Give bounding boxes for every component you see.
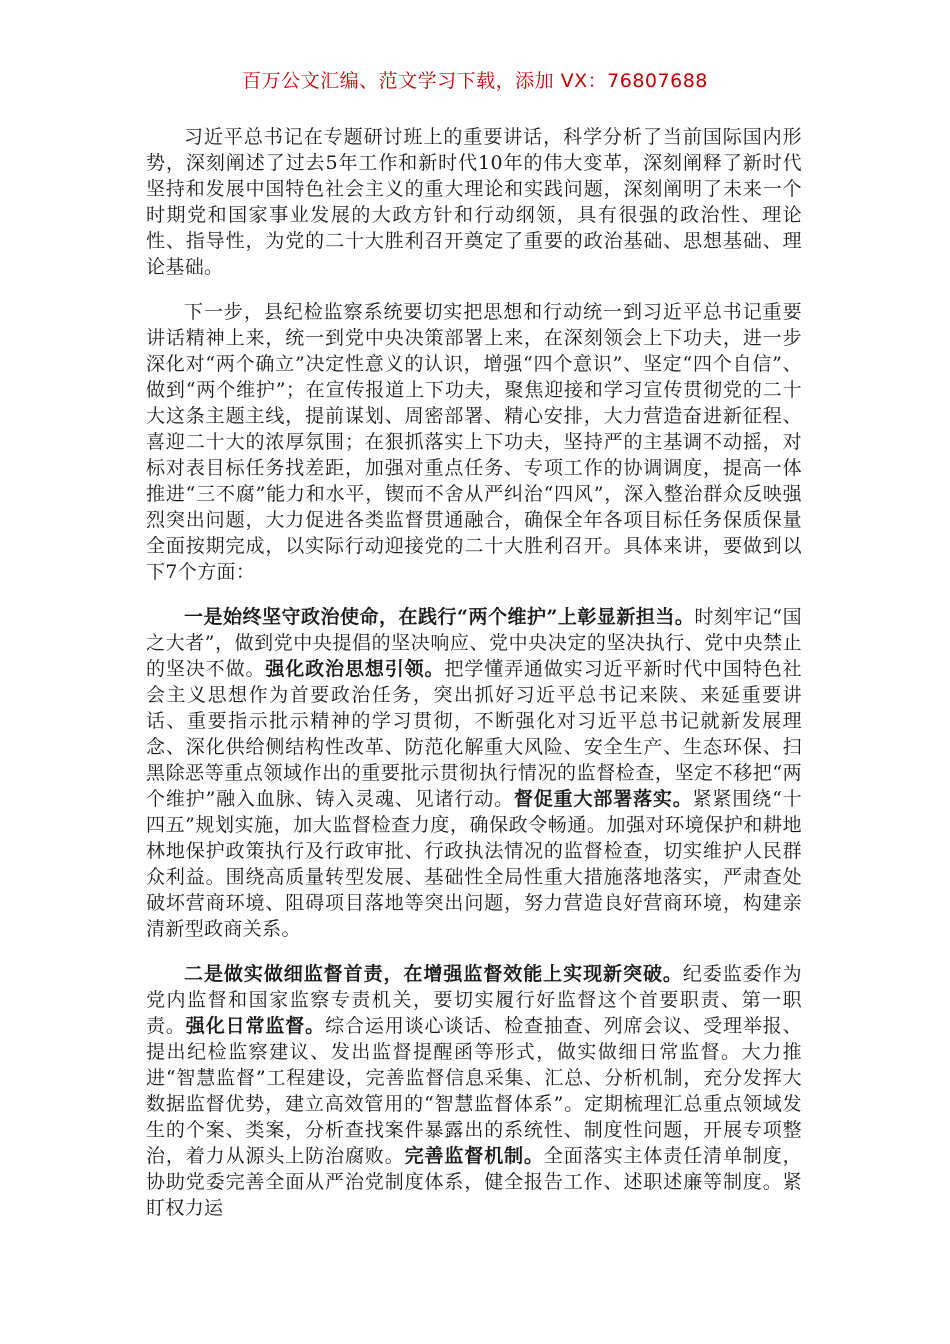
point-one-subheading-2: 督促重大部署落实。: [513, 788, 693, 810]
point-one-text-3: 紧紧围绕“十四五”规划实施，加大监督检查力度，确保政令畅通。加强对环境保护和耕地林地保护政策执行及行政审批、行政执法情况的监督检查，切实维护人民群众利益。围绕高质量转型发展、基础性全局性重大措施落地落实，严肃查处破坏营商环境、阻碍项目落地等突出问题，努力营造良好营商环境，构建亲清新型政商关系。: [146, 788, 802, 940]
point-two-heading: 二是做实做细监督首责，在增强监督效能上实现新突破。: [184, 963, 683, 985]
paragraph-point-one: [146, 604, 802, 942]
paragraph-next-steps: 下一步，县纪检监察系统要切实把思想和行动统一到习近平总书记重要讲话精神上来，统一到党中央决策部署上来，在深刻领会上下功夫，进一步深化对“两个确立”决定性意义的认识，增强“四个意识”、坚定“四个自信”、做到“两个维护”；在宣传报道上下功夫，聚焦迎接和学习宣传贯彻党的二十大这条主题主线，提前谋划、周密部署、精心安排，大力营造奋进新征程、喜迎二十大的浓厚氛围；在狠抓落实上下功夫，坚持严的主基调不动摇，对标对表目标任务找差距，加强对重点任务、专项工作的协调调度，提高一体推进“三不腐”能力和水平，锲而不舍从严纠治“四风”，深入整治群众反映强烈突出问题，大力促进各类监督贯通融合，确保全年各项目标任务保质保量全面按期完成，以实际行动迎接党的二十大胜利召开。具体来讲，要做到以下7个方面：: [146, 301, 802, 583]
point-two-text-3: 全面落实主体责任清单制度，协助党委完善全面从严治党制度体系，健全报告工作、述职述廉等制度。紧盯权力运: [146, 1145, 802, 1219]
point-two-subheading-2: 完善监督机制。: [404, 1145, 544, 1167]
watermark-header: 百万公文汇编、范文学习下载，添加 VX：76807688: [242, 70, 708, 92]
point-two-subheading-1: 强化日常监督。: [185, 1015, 326, 1037]
paragraph-point-two: [146, 961, 802, 1221]
document-body: [146, 124, 802, 1221]
point-one-text-1: 时刻牢记“国之大者”，做到党中央提倡的坚决响应、党中央决定的坚决执行、党中央禁止的坚决不做。: [146, 606, 802, 680]
point-two-text-1: 纪委监委作为党内监督和国家监察专责机关，要切实履行好监督这个首要职责、第一职责。: [146, 963, 802, 1037]
point-one-subheading-1: 强化政治思想引领。: [265, 658, 445, 680]
point-two-text-2: 综合运用谈心谈话、检查抽查、列席会议、受理举报、提出纪检监察建议、发出监督提醒函等形式，做实做细日常监督。大力推进“智慧监督”工程建设，完善监督信息采集、汇总、分析机制，充分发挥大数据监督优势，建立高效管用的“智慧监督体系”。定期梳理汇总重点领域发生的个案、类案，分析查找案件暴露出的系统性、制度性问题，开展专项整治，着力从源头上防治腐败。: [146, 1015, 802, 1167]
point-one-text-2: 把学懂弄通做实习近平新时代中国特色社会主义思想作为首要政治任务，突出抓好习近平总书记来陕、来延重要讲话、重要指示批示精神的学习贯彻，不断强化对习近平总书记就新发展理念、深化供给侧结构性改革、防范化解重大风险、安全生产、生态环保、扫黑除恶等重点领域作出的重要批示贯彻执行情况的监督检查，坚定不移把“两个维护”融入血脉、铸入灵魂、见诸行动。: [146, 658, 802, 810]
point-one-heading: 一是始终坚守政治使命，在践行“两个维护”上彰显新担当。: [184, 606, 695, 628]
paragraph-intro: 习近平总书记在专题研讨班上的重要讲话，科学分析了当前国际国内形势，深刻阐述了过去5年工作和新时代10年的伟大变革，深刻阐释了新时代坚持和发展中国特色社会主义的重大理论和实践问题，深刻阐明了未来一个时期党和国家事业发展的大政方针和行动纲领，具有很强的政治性、理论性、指导性，为党的二十大胜利召开奠定了重要的政治基础、思想基础、理论基础。: [146, 126, 802, 278]
